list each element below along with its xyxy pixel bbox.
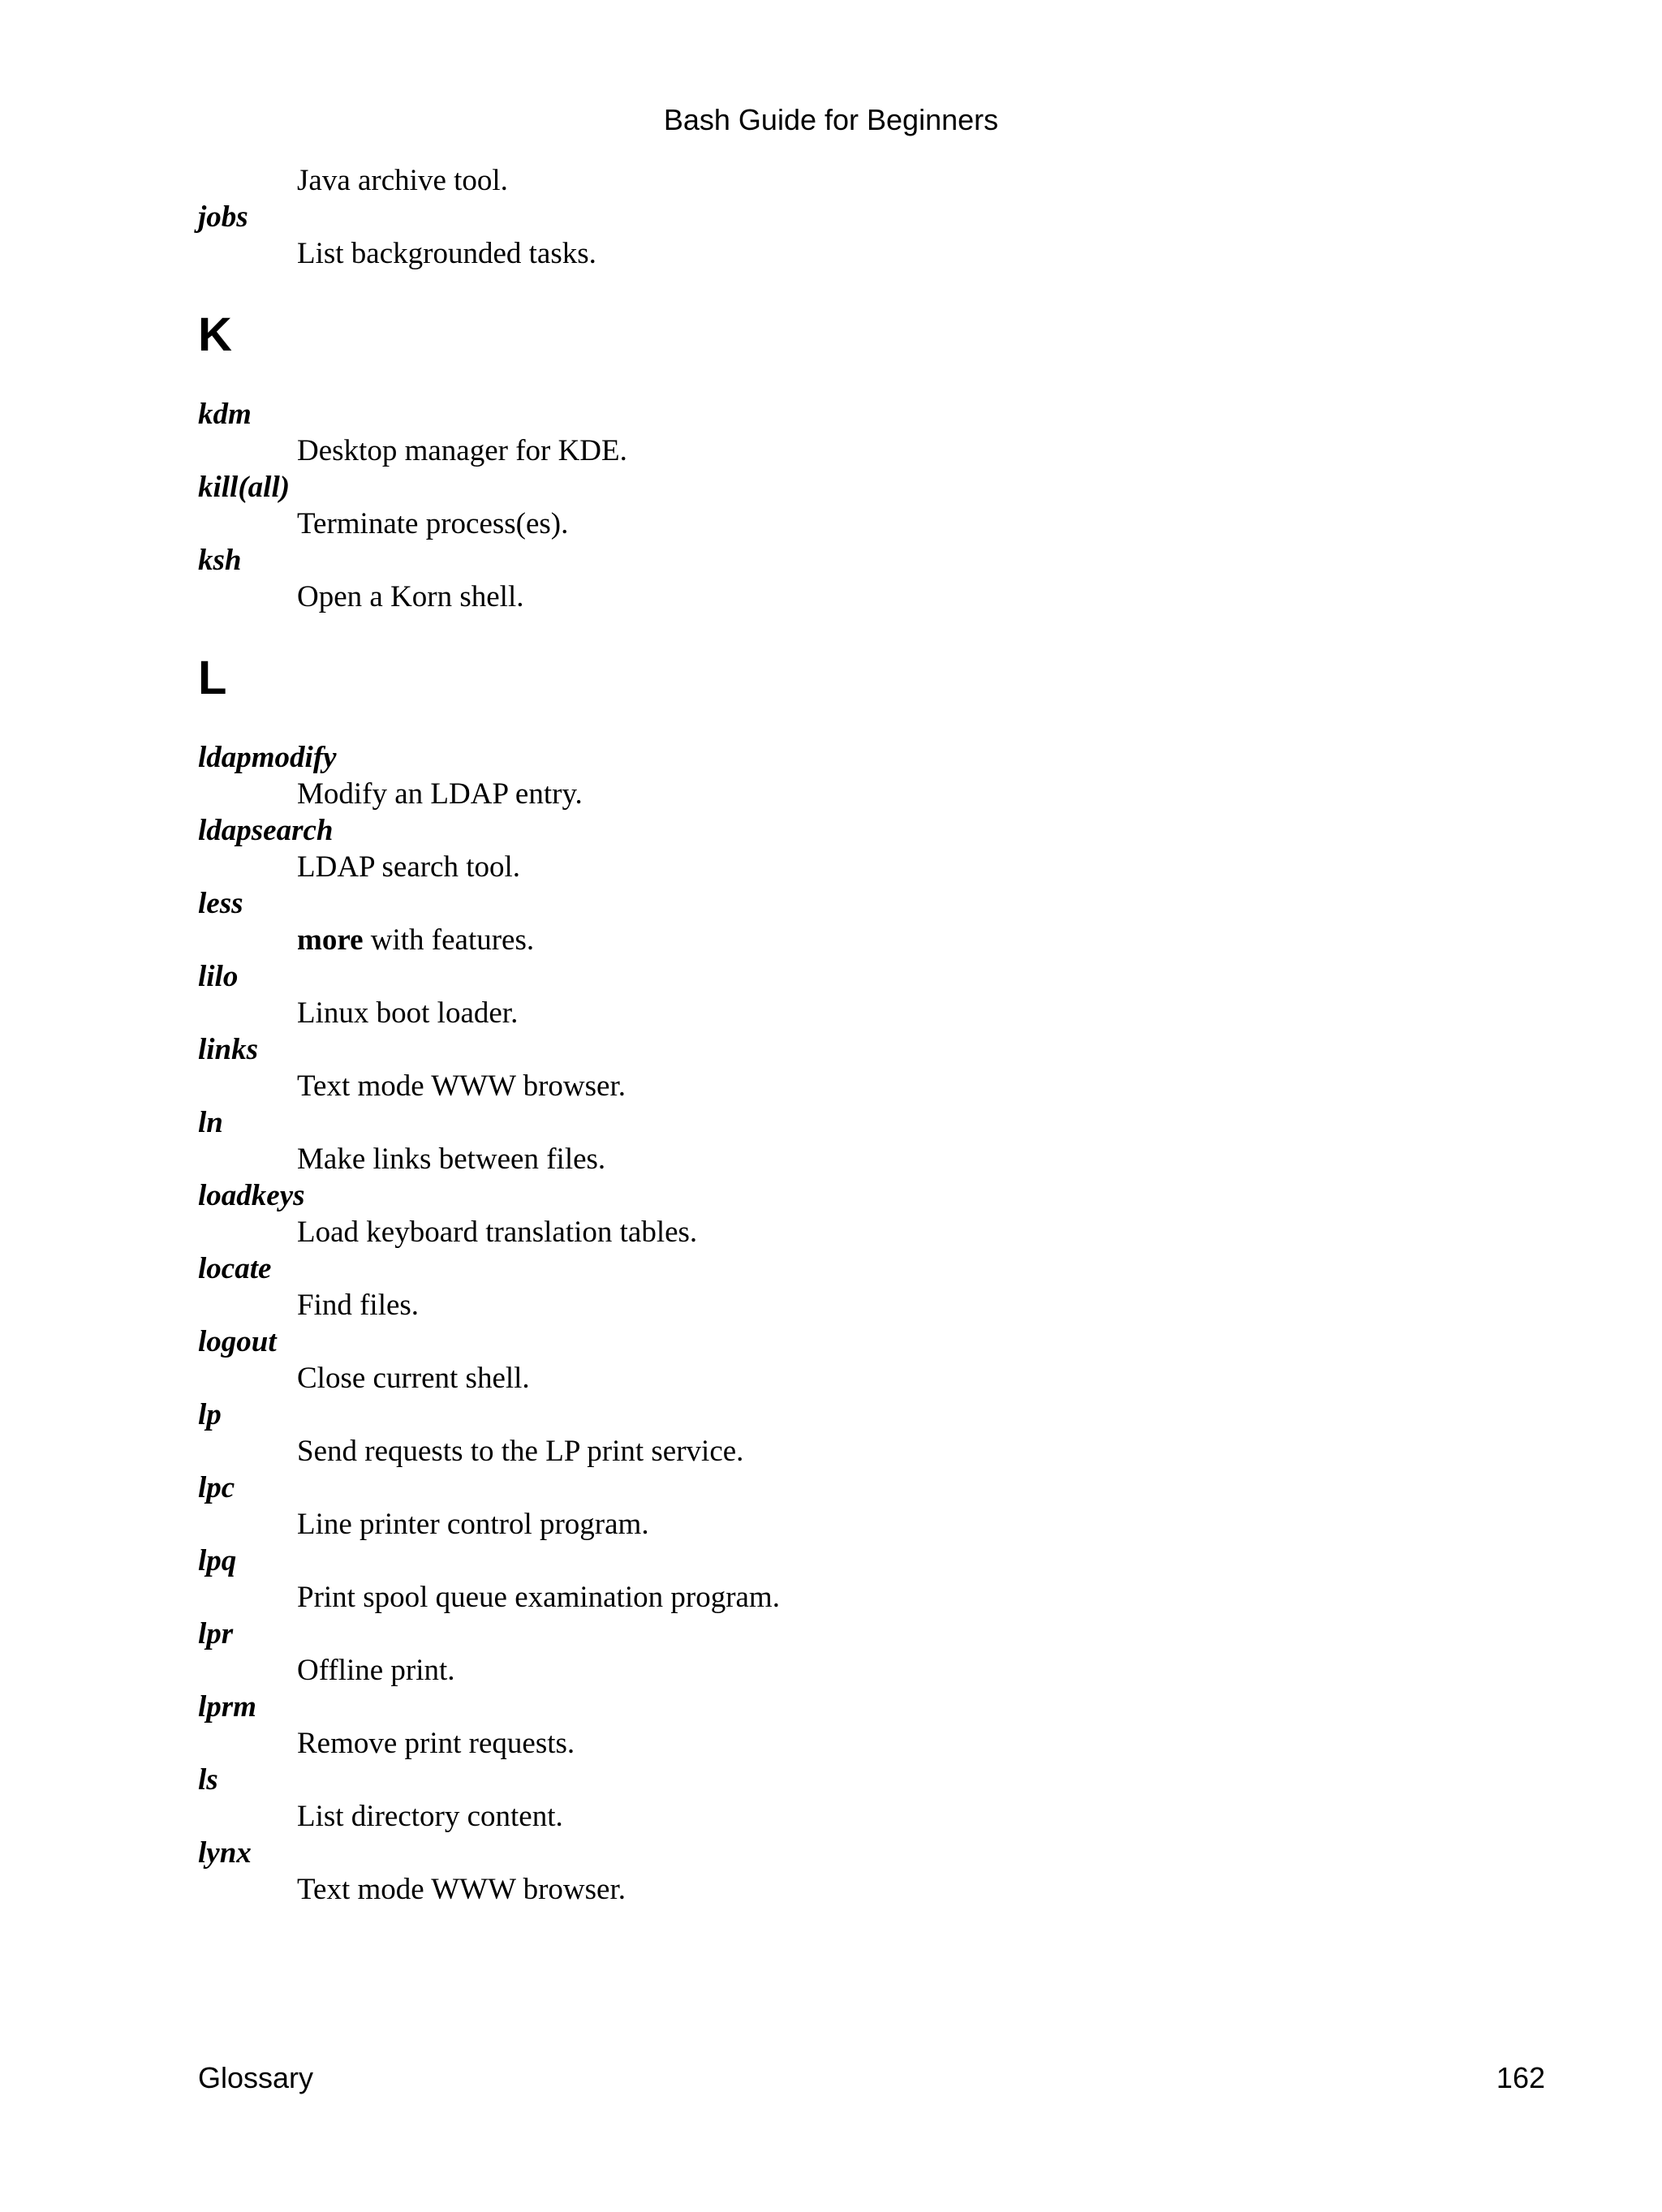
glossary-term: ls (198, 1763, 218, 1797)
glossary-term: lynx (198, 1836, 252, 1870)
glossary-description: Modify an LDAP entry. (297, 777, 583, 811)
glossary-term: lp (198, 1398, 222, 1431)
glossary-description: Line printer control program. (297, 1508, 649, 1541)
glossary-description: Close current shell. (297, 1362, 530, 1395)
glossary-description: Find files. (297, 1289, 420, 1322)
glossary-description (198, 922, 1545, 958)
glossary-description: List backgrounded tasks. (297, 237, 596, 270)
glossary-description: Send requests to the LP print service. (297, 1435, 744, 1468)
glossary-description: LDAP search tool. (297, 850, 521, 884)
running-header: Bash Guide for Beginners (663, 103, 999, 136)
glossary-description: Print spool queue examination program. (297, 1581, 780, 1614)
glossary-term: kill(all) (198, 471, 291, 504)
glossary-term: loadkeys (198, 1179, 305, 1212)
glossary-term: kdm (198, 398, 252, 431)
glossary-term: lprm (198, 1690, 256, 1724)
glossary-description: Load keyboard translation tables. (297, 1216, 698, 1249)
glossary-description: Linux boot loader. (297, 996, 519, 1030)
glossary-description: Text mode WWW browser. (297, 1069, 626, 1103)
glossary-description: Offline print. (297, 1654, 455, 1687)
glossary-term: lpq (198, 1544, 237, 1577)
glossary-description: Text mode WWW browser. (297, 1873, 626, 1906)
glossary-description: Remove print requests. (297, 1727, 575, 1760)
glossary-description: Make links between files. (297, 1143, 606, 1176)
glossary-term: ksh (198, 544, 242, 577)
glossary-description: Java archive tool. (297, 164, 508, 197)
glossary-description: Terminate process(es). (297, 507, 569, 540)
glossary-description: Open a Korn shell. (297, 580, 524, 613)
command-reference: more (297, 923, 364, 957)
footer-page-number: 162 (1496, 2061, 1545, 2094)
glossary-term: less (198, 887, 243, 920)
glossary-description: List directory content. (297, 1800, 563, 1833)
description-text: with features. (363, 923, 535, 957)
glossary-term: locate (198, 1252, 272, 1285)
glossary-term: ldapmodify (198, 741, 337, 774)
glossary-term: links (198, 1033, 259, 1066)
glossary-term: jobs (198, 200, 248, 234)
glossary-term: ln (198, 1106, 223, 1139)
glossary-description: Desktop manager for KDE. (297, 434, 627, 467)
glossary-term: logout (198, 1325, 277, 1358)
glossary-term: lpc (198, 1471, 235, 1504)
footer-section-name: Glossary (198, 2061, 314, 2094)
glossary-content (198, 162, 1545, 1908)
section-heading-k: K (198, 308, 232, 361)
glossary-term: lpr (198, 1617, 234, 1650)
glossary-term: ldapsearch (198, 814, 334, 847)
section-heading-l: L (198, 652, 227, 704)
glossary-term: lilo (198, 960, 239, 993)
